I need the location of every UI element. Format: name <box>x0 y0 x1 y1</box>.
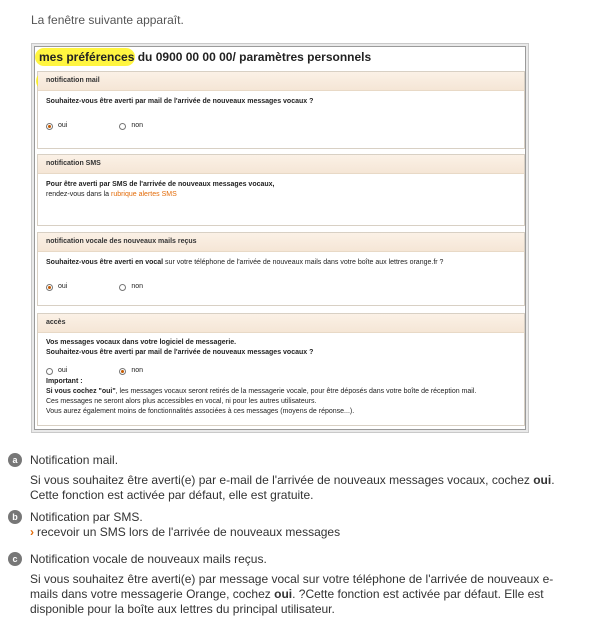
preferences-window <box>34 46 526 430</box>
radio-empty-icon[interactable] <box>119 284 126 291</box>
acces-line2: Souhaitez-vous être averti par mail de l'arrivée de nouveaux messages vocaux ? <box>46 349 314 356</box>
item-title: Notification par SMS. <box>30 510 143 524</box>
explanation-list <box>8 452 578 617</box>
vocal-question-rest: sur votre téléphone de l'arrivée de nouveaux mails dans votre boîte aux lettres orange.fr ? <box>163 259 444 266</box>
section-notification-mail <box>37 71 525 149</box>
item-text-pre: Si vous souhaitez être averti(e) par message vocal sur votre téléphone de l'arrivée de nouveaux e-mails dans votre messagerie Orange, cochez <box>30 572 554 601</box>
radio-label: oui <box>58 283 68 290</box>
important-label: Important : <box>46 378 83 385</box>
item-text-post: . Cette fonction est activée par défaut, elle est gratuite. <box>30 473 555 502</box>
sms-line2-text: rendez-vous dans la <box>46 191 111 198</box>
vocal-radio-oui[interactable] <box>46 282 67 292</box>
intro-text: La fenêtre suivante apparaît. <box>31 13 184 27</box>
window-title: mes préférences du 0900 00 00 00/ paramètres personnels <box>39 50 372 64</box>
mail-radio-non[interactable] <box>119 121 143 131</box>
chevron-right-icon: › <box>30 525 34 539</box>
item-text <box>30 473 578 503</box>
acces-radio-oui[interactable] <box>46 366 67 376</box>
item-text-bold: oui <box>274 587 293 601</box>
mail-radio-oui[interactable] <box>46 121 67 131</box>
radio-label: non <box>131 283 144 290</box>
item-text <box>30 572 578 617</box>
section-notification-vocale <box>37 232 525 306</box>
item-bullet <box>30 525 578 540</box>
important-line2: Ces messages ne seront alors plus accessibles en vocal, ni pour les autres utilisateurs. <box>46 398 317 405</box>
section-header: accès <box>38 314 524 333</box>
radio-selected-icon[interactable] <box>46 284 53 291</box>
badge-c-icon: c <box>8 552 22 566</box>
screenshot-frame <box>31 43 529 433</box>
item-bullet-text: recevoir un SMS lors de l'arrivée de nouveaux messages <box>37 525 341 539</box>
mail-question: Souhaitez-vous être averti par mail de l'arrivée de nouveaux messages vocaux ? <box>46 98 314 105</box>
radio-label: oui <box>58 367 68 374</box>
sms-line1: Pour être averti par SMS de l'arrivée de nouveaux messages vocaux, <box>46 181 275 188</box>
item-title: Notification vocale de nouveaux mails reçus. <box>30 552 267 566</box>
vocal-radio-non[interactable] <box>119 282 143 292</box>
item-text-post: . ?Cette fonction est activée par défaut. Elle est disponible pour la boîte aux lettres du principal utilisateur. <box>30 587 544 616</box>
section-notification-sms <box>37 154 525 226</box>
radio-empty-icon[interactable] <box>119 123 126 130</box>
important-line1 <box>46 387 516 397</box>
item-title: Notification mail. <box>30 453 119 467</box>
acces-line1: Vos messages vocaux dans votre logiciel de messagerie. <box>46 339 237 346</box>
list-item-a <box>8 452 578 503</box>
section-header: notification mail <box>38 72 524 91</box>
radio-label: non <box>131 367 144 374</box>
sms-alerts-link[interactable]: rubrique alertes SMS <box>110 191 177 198</box>
sms-line2 <box>46 190 516 200</box>
important-line3: Vous aurez également moins de fonctionnalités associées à ces messages (moyens de réponse...). <box>46 408 355 415</box>
radio-selected-icon[interactable] <box>46 123 53 130</box>
item-text-pre: Si vous souhaitez être averti(e) par e-mail de l'arrivée de nouveaux messages vocaux, cochez <box>30 473 534 487</box>
radio-label: oui <box>58 122 68 129</box>
acces-radio-non[interactable] <box>119 366 143 376</box>
section-acces <box>37 313 525 426</box>
badge-b-icon: b <box>8 510 22 524</box>
list-item-c <box>8 551 578 617</box>
section-header: notification SMS <box>38 155 524 174</box>
section-header: notification vocale des nouveaux mails reçus <box>38 233 524 252</box>
radio-label: non <box>131 122 144 129</box>
important-line1-rest: , les messages vocaux seront retirés de la messagerie vocale, pour être déposés dans votre boîte de réception mail. <box>115 388 477 395</box>
radio-empty-icon[interactable] <box>46 368 53 375</box>
item-text-bold: oui <box>533 473 552 487</box>
vocal-question <box>46 258 516 268</box>
vocal-question-bold: Souhaitez-vous être averti en vocal <box>46 259 164 266</box>
badge-a-icon: a <box>8 453 22 467</box>
important-line1-bold: Si vous cochez "oui" <box>46 388 116 395</box>
radio-selected-icon[interactable] <box>119 368 126 375</box>
list-item-b <box>8 509 578 540</box>
